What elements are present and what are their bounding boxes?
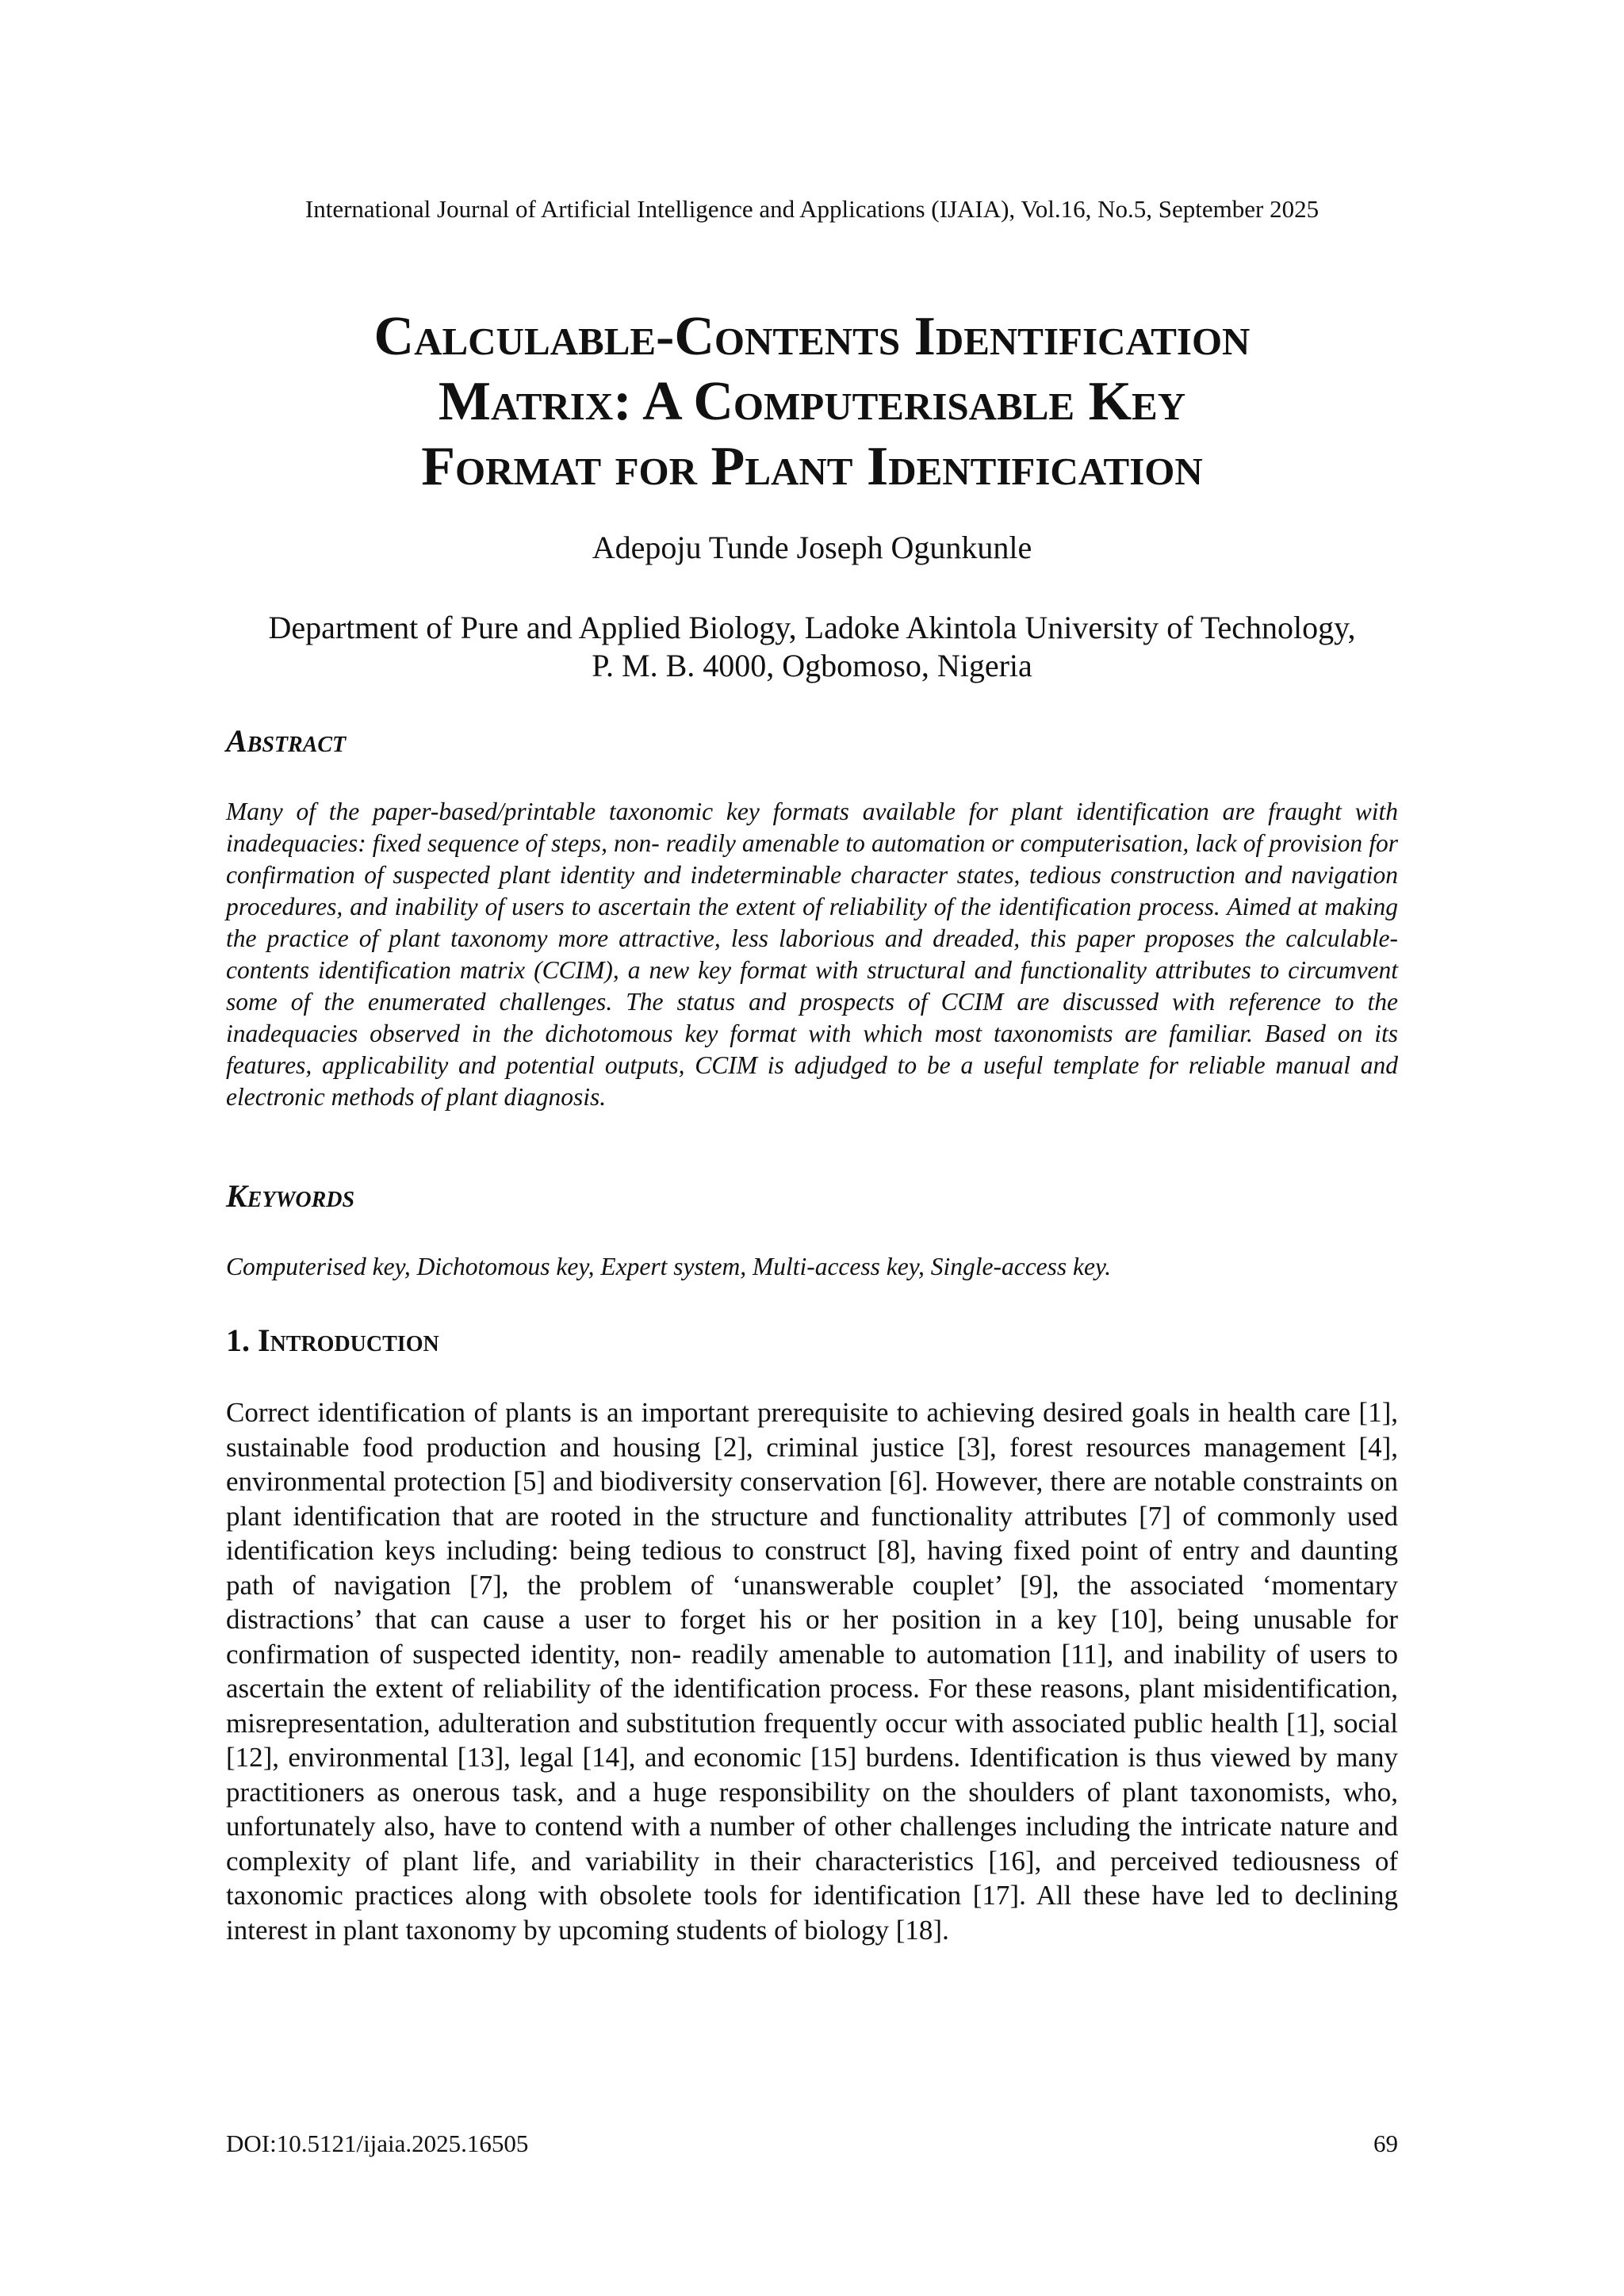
abstract-text: Many of the paper-based/printable taxonomic key formats available for plant identification are fraught with inadequacies: fixed sequence of steps, non- readily amenable to automation or computerisation, lack of provision for confirmation of suspected plant identity and indeterminable character states, tedious construction and navigation procedures, and inability of users to ascertain the extent of reliability of the identification process. Aimed at making the practice of plant taxonomy more attractive, less laborious and dreaded, this paper proposes the calculable-contents identification matrix (CCIM), a new key format with structural and functionality attributes to circumvent some of the enumerated challenges. The status and prospects of CCIM are discussed with reference to the inadequacies observed in the dichotomous key format with which most taxonomists are familiar. Based on its features, applicability and potential outputs, CCIM is adjudged to be a useful template for reliable manual and electronic methods of plant diagnosis. (226, 798, 1398, 1111)
affiliation-line: Department of Pure and Applied Biology, Ladoke Akintola University of Technology, (268, 610, 1356, 645)
keywords-heading: Keywords (226, 1178, 355, 1214)
footer-doi: DOI:10.5121/ijaia.2025.16505 (226, 2130, 529, 2157)
title-line: Format for Plant Identification (421, 436, 1203, 497)
paper-title (257, 304, 1367, 499)
introduction-heading: 1. Introduction (226, 1322, 439, 1358)
title-line: Calculable-Contents Identification (373, 306, 1251, 367)
title-line: Matrix: A Computerisable Key (438, 371, 1186, 432)
abstract-heading: Abstract (226, 723, 347, 759)
introduction-text: Correct identification of plants is an important prerequisite to achieving desired goals in health care [1], sustainable food production and housing [2], criminal justice [3], forest resources management [4], environmental protection [5] and biodiversity conservation [6]. However, there are notable constraints on plant identification that are rooted in the structure and functionality attributes [7] of commonly used identification keys including: being tedious to construct [8], having fixed point of entry and daunting path of navigation [7], the problem of ‘unanswerable couplet’ [9], the associated ‘momentary distractions’ that can cause a user to forget his or her position in a key [10], being unusable for confirmation of suspected identity, non- readily amenable to automation [11], and inability of users to ascertain the extent of reliability of the identification process. For these reasons, plant misidentification, misrepresentation, adulteration and substitution frequently occur with associated public health [1], social [12], environmental [13], legal [14], and economic [15] burdens. Identification is thus viewed by many practitioners as onerous task, and a huge responsibility on the shoulders of plant taxonomists, who, unfortunately also, have to contend with a number of other challenges including the intricate nature and complexity of plant life, and variability in their characteristics [16], and perceived tediousness of taxonomic practices along with obsolete tools for identification [17]. All these have led to declining interest in plant taxonomy by upcoming students of biology [18]. (226, 1397, 1398, 1946)
author-name: Adepoju Tunde Joseph Ogunkunle (592, 530, 1032, 565)
page-number: 69 (1373, 2130, 1398, 2157)
journal-running-header: International Journal of Artificial Intelligence and Applications (IJAIA), Vol.16, No.5, September 2025 (304, 195, 1320, 223)
keywords-text: Computerised key, Dichotomous key, Expert system, Multi-access key, Single-access key. (226, 1253, 1112, 1280)
affiliation-line: P. M. B. 4000, Ogbomoso, Nigeria (592, 648, 1032, 683)
author-affiliation (159, 609, 1465, 685)
